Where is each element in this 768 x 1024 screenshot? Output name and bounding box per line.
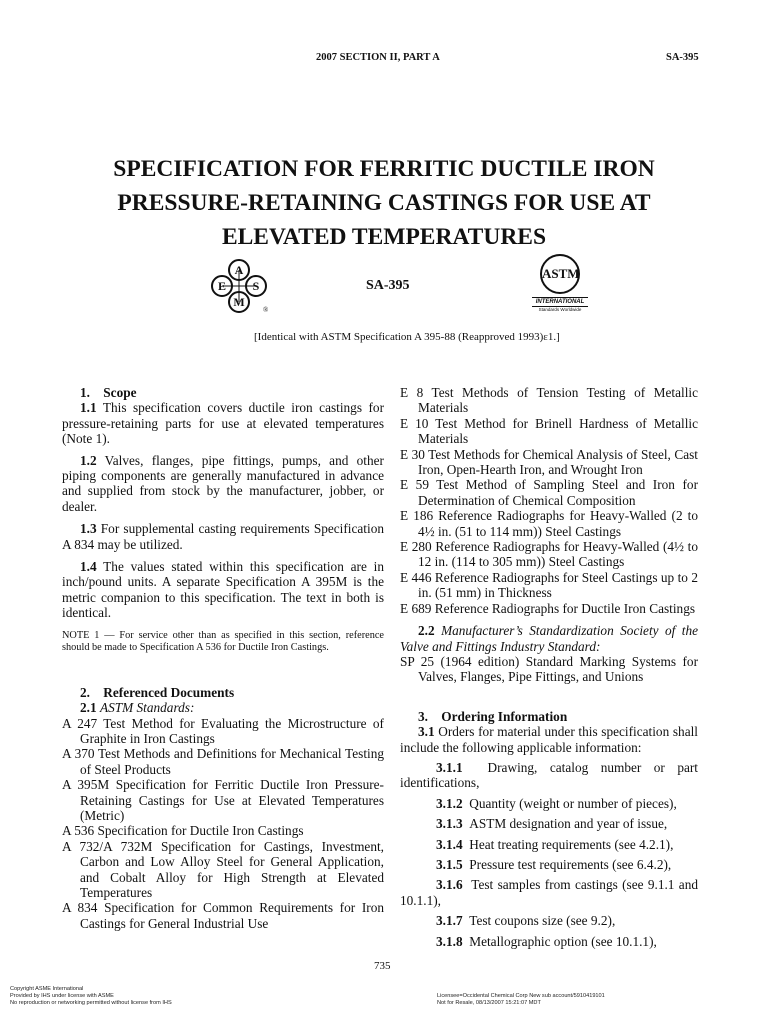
section-3-heading: 3. Ordering Information (418, 708, 568, 724)
item-3-1-2: 3.1.2 Quantity (weight or number of pieces), (436, 795, 677, 811)
reference-item: E 8 Test Methods of Tension Testing of Metallic Materials (400, 385, 698, 416)
svg-text:S: S (252, 279, 260, 293)
title-line: PRESSURE-RETAINING CASTINGS FOR USE AT (117, 190, 651, 216)
footer-right (437, 993, 605, 1007)
item-3-1-6: 3.1.6 Test samples from castings (see 9.1.1 and 10.1.1), (400, 877, 698, 908)
item-3-1-8: 3.1.8 Metallographic option (see 10.1.1), (436, 933, 657, 949)
reference-item: E 10 Test Method for Brinell Hardness of Metallic Materials (400, 415, 698, 447)
page-number: 735 (374, 960, 391, 972)
item-3-1-3: 3.1.3 ASTM designation and year of issue, (436, 816, 668, 832)
designation: SA-395 (366, 278, 410, 293)
item-3-1-4: 3.1.4 Heat treating requirements (see 4.2.1), (436, 836, 674, 852)
para-1-2: 1.2 Valves, flanges, pipe fittings, pumps, and other piping components are generally manufactured in advance and supplied from stock by the manufacturer, jobber, or dealer. (62, 452, 384, 514)
note-1: NOTE 1 — For service other than as specified in this section, reference should be made to Specification A 536 for Ductile Iron Castings. (62, 629, 384, 654)
item-3-1-7: 3.1.7 Test coupons size (see 9.2), (436, 913, 616, 929)
reference-item: E 186 Reference Radiographs for Heavy-Walled (2 to 4½ in. (51 to 114 mm)) Steel Castings (400, 508, 698, 539)
footer-line: Provided by IHS under license with ASME (10, 993, 114, 999)
para-1-1: 1.1 This specification covers ductile iron castings for pressure-retaining parts for use at elevated temperatures (Note 1). (62, 400, 384, 447)
running-header: 2007 SECTION II, PART A (316, 52, 440, 63)
title-line: SPECIFICATION FOR FERRITIC DUCTILE IRON (113, 156, 655, 182)
astm-mark: ASTM (540, 254, 580, 294)
reference-item: A 247 Test Method for Evaluating the Microstructure of Graphite in Iron Castings (62, 715, 384, 746)
footer-left (10, 986, 172, 1007)
reference-item: E 446 Reference Radiographs for Steel Castings up to 2 in. (51 mm) in Thickness (400, 569, 698, 601)
header-designation: SA-395 (666, 52, 699, 63)
reference-item: E 280 Reference Radiographs for Heavy-Walled (4½ to 12 in. (114 to 305 mm)) Steel Castings (400, 539, 698, 570)
reference-item: A 834 Specification for Common Requirements for Iron Castings for General Industrial Use (62, 900, 384, 931)
footer-line: No reproduction or networking permitted without license from IHS (10, 1000, 172, 1006)
identical-note: [Identical with ASTM Specification A 395-88 (Reapproved 1993)ε1.] (254, 331, 560, 343)
section-1-heading: 1. Scope (80, 385, 137, 400)
right-column (400, 385, 698, 949)
astm-sub: INTERNATIONAL (532, 297, 588, 307)
para-3-1: 3.1 Orders for material under this specification shall include the following applicable information: (400, 724, 698, 755)
para-2-2: 2.2 Manufacturer’s Standardization Society of the Valve and Fittings Industry Standard: (400, 623, 698, 654)
section-2-heading: 2. Referenced Documents (80, 684, 235, 700)
reference-item: A 395M Specification for Ferritic Ductile Iron Pressure-Retaining Castings for Use at Elevated Temperatures (Metric) (62, 777, 384, 823)
item-3-1-1: 3.1.1 Drawing, catalog number or part identifications, (400, 759, 698, 791)
astm-logo (532, 254, 588, 313)
reference-item-sp25: SP 25 (1964 edition) Standard Marking Systems for Valves, Flanges, Pipe Fittings, and Unions (400, 653, 698, 685)
astm-tagline: Standards Worldwide (538, 307, 582, 312)
reference-item: E 30 Test Methods for Chemical Analysis of Steel, Cast Iron, Open-Hearth Iron, and Wrought Iron (400, 446, 698, 478)
svg-text:M: M (233, 295, 245, 309)
asme-logo (208, 258, 270, 314)
page-title (60, 152, 708, 254)
footer-line: Not for Resale, 08/13/2007 15:21:07 MDT (437, 1000, 541, 1006)
reference-item: A 732/A 732M Specification for Castings, Investment, Carbon and Low Alloy Steel for General Application, and Cobalt Alloy for High Strength at Elevated Temperatures (62, 838, 384, 900)
para-2-1: 2.1 ASTM Standards: (80, 700, 195, 716)
svg-text:®: ® (263, 306, 269, 314)
left-column (62, 385, 384, 931)
svg-text:A: A (234, 263, 244, 277)
footer-line: Licensee=Occidental Chemical Corp New sub account/5910419101 (437, 993, 605, 999)
item-3-1-5: 3.1.5 Pressure test requirements (see 6.4.2), (436, 856, 672, 872)
reference-item: E 689 Reference Radiographs for Ductile Iron Castings (400, 600, 696, 616)
para-1-4: 1.4 The values stated within this specification are in inch/pound units. A separate Specification A 395M is the metric companion to this specification. The text in both is identical. (62, 559, 384, 621)
svg-text:E: E (217, 279, 227, 293)
title-line: ELEVATED TEMPERATURES (221, 224, 547, 250)
para-1-3: 1.3 For supplemental casting requirements Specification A 834 may be utilized. (62, 521, 384, 552)
reference-item: A 536 Specification for Ductile Iron Castings (62, 823, 304, 839)
footer-line: Copyright ASME International (10, 986, 84, 992)
reference-item: A 370 Test Methods and Definitions for Mechanical Testing of Steel Products (62, 746, 384, 777)
reference-item: E 59 Test Method of Sampling Steel and Iron for Determination of Chemical Composition (400, 477, 698, 508)
